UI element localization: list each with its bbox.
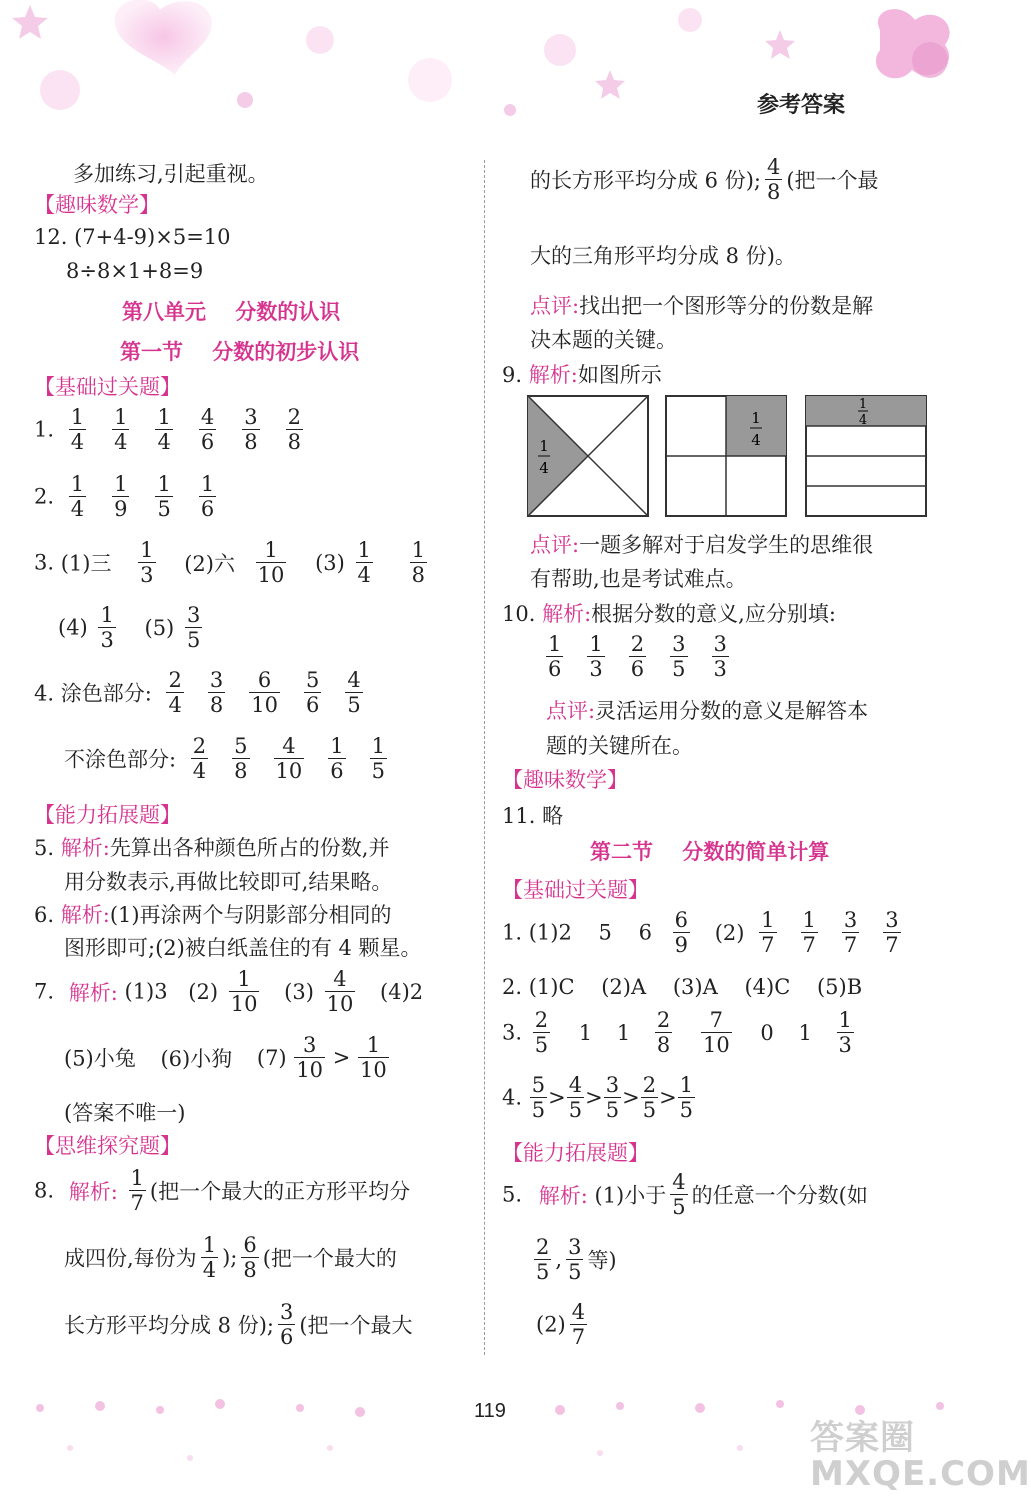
gt-sign: > [622, 1085, 640, 1110]
comment2-line2: 有帮助,也是考试难点。 [530, 567, 747, 591]
fraction: $\frac{2}{4}$ [168, 668, 182, 718]
rq1-row: 1. (1)2 5 6 $\frac{6}{9}$ (2) $\frac{1}{7}$ $\frac{1}{7}$ $\frac{3}{7}$ $\frac{3}{7}$ [502, 908, 905, 957]
r-ability-heading: 【能力拓展题】 [502, 1141, 649, 1165]
fraction: $\frac{4}{6}$ [200, 405, 215, 455]
q7-frac-b: $\frac{1}{10}$ [230, 967, 258, 1017]
q12-line1: 12. (7+4-9)×5=10 [34, 225, 231, 249]
fraction: $\frac{3}{8}$ [244, 405, 258, 455]
q3-frac-d: $\frac{1}{8}$ [411, 538, 425, 588]
gt-sign: > [548, 1085, 566, 1110]
gt-sign: > [659, 1085, 677, 1110]
header-title: 参考答案 [757, 93, 846, 118]
fun-math-heading: 【趣味数学】 [34, 193, 160, 217]
rq5-frac-c: $\frac{3}{5}$ [568, 1235, 582, 1285]
svg-text:1: 1 [751, 409, 761, 427]
fraction: $\frac{2}{4}$ [192, 734, 207, 784]
r-frac-1: $\frac{4}{8}$ [766, 155, 781, 205]
fraction: $\frac{1}{9}$ [114, 472, 128, 522]
r-line1: 的长方形平均分成 6 份); $\frac{4}{8}$ (把一个最 [530, 155, 879, 205]
fraction: $\frac{4}{5}$ [568, 1073, 583, 1123]
rq5-frac-b: $\frac{2}{5}$ [536, 1235, 550, 1285]
q12-line2: 8÷8×1+8=9 [66, 259, 204, 283]
q9-figure-3 [805, 395, 927, 517]
fraction: $\frac{3}{3}$ [713, 632, 727, 682]
svg-text:4: 4 [751, 431, 761, 449]
comment2-line1: 点评:一题多解对于启发学生的思维很 [530, 533, 874, 557]
r-section-title: 第二节 分数的简单计算 [590, 840, 830, 864]
q3-frac-f: $\frac{3}{5}$ [186, 603, 201, 653]
section-title: 第一节 分数的初步认识 [120, 340, 360, 364]
q7-frac-g1: $\frac{3}{10}$ [296, 1033, 324, 1083]
rq2: 2. (1)C (2)A (3)A (4)C (5)B [502, 975, 863, 999]
fraction: $\frac{5}{8}$ [234, 734, 248, 784]
fraction: $\frac{2}{8}$ [287, 405, 301, 455]
rq5-frac-d: $\frac{4}{7}$ [571, 1300, 586, 1350]
q8-frac-c: $\frac{6}{8}$ [243, 1233, 257, 1283]
q8-row2: 成四份,每份为 $\frac{1}{4}$ ); $\frac{6}{8}$ (把一个最大的 [64, 1233, 397, 1283]
r-line2: 大的三角形平均分成 8 份)。 [530, 244, 796, 268]
fraction: $\frac{1}{3}$ [589, 632, 603, 682]
q8-frac-b: $\frac{1}{4}$ [202, 1233, 217, 1283]
q5-line2: 用分数表示,再做比较即可,结果略。 [64, 870, 393, 894]
q7-row2: (5)小兔 (6)小狗 (7) $\frac{3}{10}$ > $\frac{1}{10}$ [64, 1033, 387, 1083]
q7-frac-c: $\frac{4}{10}$ [326, 967, 354, 1017]
svg-text:4: 4 [539, 459, 549, 477]
fraction: $\frac{3}{7}$ [843, 908, 858, 958]
q1-row: 1. $\frac{1}{4}$ $\frac{1}{4}$ $\frac{1}{4}$ $\frac{4}{6}$ $\frac{3}{8}$ $\frac{2}{8}$ [34, 405, 307, 454]
rq3-frac-d: $\frac{1}{3}$ [838, 1008, 852, 1058]
fraction: $\frac{5}{5}$ [531, 1073, 546, 1123]
q2-row: 2. $\frac{1}{4}$ $\frac{1}{9}$ $\frac{1}{5}$ $\frac{1}{6}$ [34, 472, 220, 521]
q8-row1: 8. 解析: $\frac{1}{7}$ (把一个最大的正方形平均分 [34, 1166, 411, 1216]
q8-row3: 长方形平均分成 8 份); $\frac{3}{6}$ (把一个最大 [64, 1300, 413, 1350]
fraction: $\frac{6}{10}$ [251, 668, 278, 718]
fraction: $\frac{1}{5}$ [679, 1073, 694, 1123]
fraction: $\frac{1}{4}$ [70, 405, 85, 455]
r-fun-heading: 【趣味数学】 [502, 768, 628, 792]
q11: 11. 略 [502, 804, 564, 828]
q6-line2: 图形即可;(2)被白纸盖住的有 4 颗星。 [64, 936, 422, 960]
fraction: $\frac{1}{4}$ [114, 405, 128, 455]
rq1-fractions [751, 908, 905, 958]
rq5-row2: $\frac{2}{5}$ , $\frac{3}{5}$ 等) [536, 1235, 617, 1285]
q7-frac-g2: $\frac{1}{10}$ [360, 1033, 387, 1083]
prev-text: 多加练习,引起重视。 [73, 162, 269, 186]
r-basic-heading: 【基础过关题】 [502, 878, 649, 902]
gt-sign: > [585, 1085, 603, 1110]
fraction: $\frac{4}{10}$ [275, 734, 303, 784]
q9-line: 9. 解析:如图所示 [502, 363, 662, 387]
basic-heading: 【基础过关题】 [34, 375, 181, 399]
fraction: $\frac{3}{8}$ [209, 668, 224, 718]
fraction: $\frac{1}{4}$ [70, 472, 85, 522]
fraction: $\frac{5}{6}$ [305, 668, 320, 718]
q9-figure-1 [527, 395, 649, 517]
fraction: $\frac{3}{7}$ [885, 908, 899, 958]
rq4-row: 4. $\frac{5}{5}$ > $\frac{4}{5}$ > $\frac{3}{5}$ > $\frac{2}{5}$ > $\frac{1}{5}$ [502, 1073, 696, 1122]
fraction: $\frac{3}{5}$ [605, 1073, 620, 1123]
page-number: 119 [474, 1400, 506, 1422]
q4-row1: 4. 涂色部分: $\frac{2}{4}$ $\frac{3}{8}$ $\frac{6}{10}$ $\frac{5}{6}$ $\frac{4}{5}$ [34, 668, 367, 717]
header-decoration [0, 0, 1000, 140]
comment3-line1: 点评:灵活运用分数的意义是解答本 [546, 699, 869, 723]
q3-frac-b: $\frac{1}{10}$ [257, 538, 285, 588]
rq1-frac-a: $\frac{6}{9}$ [674, 908, 689, 958]
q10-line: 10. 解析:根据分数的意义,应分别填: [502, 602, 836, 626]
fraction: $\frac{2}{5}$ [642, 1073, 657, 1123]
q3-frac-a: $\frac{1}{3}$ [140, 538, 154, 588]
svg-text:1: 1 [858, 397, 868, 412]
rq5-frac-a: $\frac{4}{5}$ [672, 1170, 686, 1220]
fraction: $\frac{1}{7}$ [761, 908, 775, 958]
q9-figure-2 [665, 395, 787, 517]
q3-row2: (4) $\frac{1}{3}$ (5) $\frac{3}{5}$ [58, 603, 201, 653]
watermark: 答案圈 MXQE.COM [810, 1418, 1031, 1494]
ability-heading: 【能力拓展题】 [34, 803, 181, 827]
q4-row2: 不涂色部分: $\frac{2}{4}$ $\frac{5}{8}$ $\frac{4}{10}$ $\frac{1}{6}$ $\frac{1}{5}$ [64, 734, 391, 783]
q6-line1: 6. 解析:(1)再涂两个与阴影部分相同的 [34, 903, 392, 927]
q3-frac-e: $\frac{1}{3}$ [100, 603, 114, 653]
unit-title: 第八单元 分数的认识 [122, 300, 341, 324]
rq3-row: 3. $\frac{2}{5}$ 1 1 $\frac{2}{8}$ $\frac{7}{10}$ 0 1 $\frac{1}{3}$ [502, 1008, 852, 1058]
fraction: $\frac{1}{5}$ [157, 472, 171, 522]
fraction: $\frac{1}{4}$ [157, 405, 171, 455]
comment3-line2: 题的关键所在。 [546, 734, 693, 758]
svg-text:4: 4 [858, 413, 868, 428]
svg-text:1: 1 [539, 437, 549, 455]
fraction: $\frac{1}{7}$ [802, 908, 816, 958]
fraction: $\frac{1}{6}$ [548, 632, 562, 682]
rq3-frac-b: $\frac{2}{8}$ [656, 1008, 671, 1058]
rq5-row1: 5. 解析: (1)小于 $\frac{4}{5}$ 的任意一个分数(如 [502, 1170, 868, 1220]
q10-fractions [538, 632, 733, 681]
rq3-frac-a: $\frac{2}{5}$ [534, 1008, 549, 1058]
fraction: $\frac{2}{6}$ [630, 632, 645, 682]
rq3-frac-c: $\frac{7}{10}$ [702, 1008, 730, 1058]
q3-row1: 3. (1)三 $\frac{1}{3}$ (2)六 $\frac{1}{10}$ (3) $\frac{1}{4}$ $\frac{1}{8}$ [34, 538, 425, 588]
comment1-line1: 点评:找出把一个图形等分的份数是解 [530, 294, 874, 318]
fraction: $\frac{1}{5}$ [371, 734, 385, 784]
think-heading: 【思维探究题】 [34, 1134, 181, 1158]
q8-frac-d: $\frac{3}{6}$ [279, 1300, 294, 1350]
q5-line1: 5. 解析:先算出各种颜色所占的份数,并 [34, 836, 390, 860]
q3-frac-c: $\frac{1}{4}$ [357, 538, 371, 588]
q7-row1: 7. 解析: (1)3 (2) $\frac{1}{10}$ (3) $\frac{4}{10}$ (4)2 [34, 967, 424, 1017]
q8-frac-a: $\frac{1}{7}$ [130, 1166, 144, 1216]
fraction: $\frac{4}{5}$ [347, 668, 361, 718]
comment1-line2: 决本题的关键。 [530, 328, 677, 352]
fraction: $\frac{1}{6}$ [330, 734, 344, 784]
fraction: $\frac{1}{6}$ [200, 472, 215, 522]
fraction: $\frac{3}{5}$ [672, 632, 686, 682]
q7-note: (答案不唯一) [64, 1101, 186, 1125]
column-divider [484, 160, 485, 1355]
rq5-row3: (2) $\frac{4}{7}$ [536, 1300, 586, 1350]
